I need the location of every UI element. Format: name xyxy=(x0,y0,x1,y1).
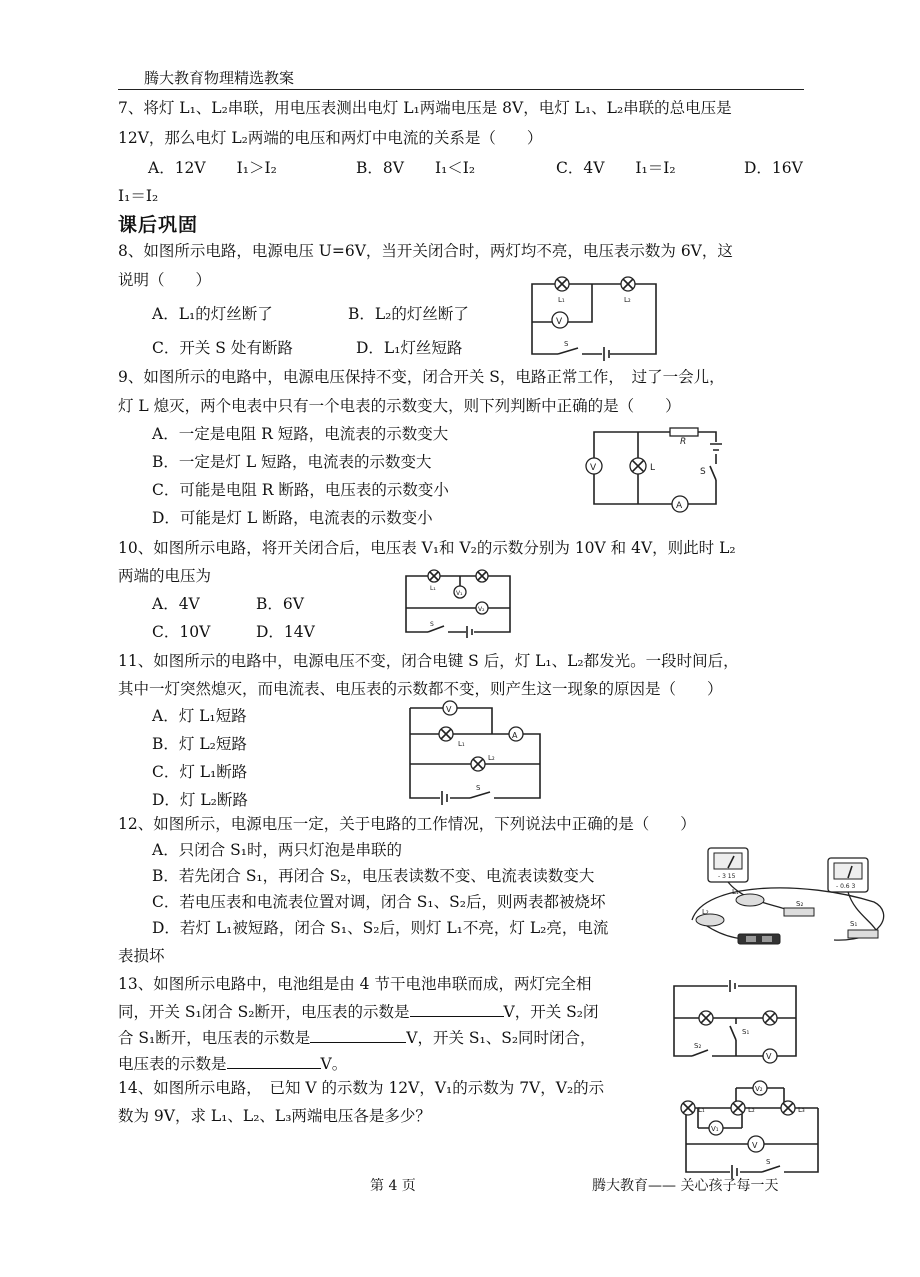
q12-lamp-l1-icon xyxy=(736,894,764,906)
q8-label-l1: L₁ xyxy=(558,296,565,304)
q12-switch-s2-icon xyxy=(784,908,814,916)
q12-label-s2: S₂ xyxy=(796,900,804,908)
q11-option-b: B．灯 L₂短路 xyxy=(152,735,247,753)
q9-circuit-diagram xyxy=(588,424,722,510)
q13-line3-text: 合 S₁断开，电压表的示数是 xyxy=(118,1029,311,1047)
q11-line2: 其中一灯突然熄灭，而电流表、电压表的示数都不变，则产生这一现象的原因是（ ） xyxy=(118,680,723,698)
q11-label-v: V xyxy=(446,705,452,714)
q13-line2-text: 同，开关 S₁闭合 S₂断开，电压表的示数是 xyxy=(118,1003,410,1021)
q14-label-s: S xyxy=(766,1158,771,1166)
q8-option-b: B．L₂的灯丝断了 xyxy=(348,305,469,323)
q9-option-c: C．可能是电阻 R 断路，电压表的示数变小 xyxy=(152,481,449,499)
q7-option-d: D．16V xyxy=(744,159,803,177)
q10-option-a: A．4V xyxy=(152,595,200,613)
q8-label-v: V xyxy=(556,317,563,327)
q9-line2: 灯 L 熄灭，两个电表中只有一个电表的示数变大，则下列判断中正确的是（ ） xyxy=(118,397,681,415)
q13-blank-2[interactable] xyxy=(310,1026,406,1043)
q13-label-s2: S₂ xyxy=(694,1042,702,1050)
q10-option-d: D．14V xyxy=(256,623,315,641)
q12-line1: 12、如图所示，电源电压一定，关于电路的工作情况，下列说法中正确的是（ ） xyxy=(118,815,696,833)
q11-option-c: C．灯 L₁断路 xyxy=(152,763,248,781)
q13-label-s1: S₁ xyxy=(742,1028,750,1036)
q7-line2: 12V，那么电灯 L₂两端的电压和两灯中电流的关系是（ ） xyxy=(118,129,543,147)
q14-label-l2: L₂ xyxy=(748,1106,755,1114)
q9-label-a: A xyxy=(676,501,683,511)
footer-page-number: 第 4 页 xyxy=(370,1178,416,1194)
q8-line1: 8、如图所示电路，电源电压 U=6V，当开关闭合时，两灯均不亮，电压表示数为 6V，这 xyxy=(118,242,733,260)
q12-label-l1: L₁ xyxy=(732,888,739,896)
q13-line4-text: 电压表的示数是 xyxy=(118,1055,227,1073)
q9-resistor-icon xyxy=(670,428,698,436)
q9-label-l: L xyxy=(650,463,656,473)
q12-label-s1: S₁ xyxy=(850,920,858,928)
q11-label-l1: L₁ xyxy=(458,740,465,748)
q13-blank-3[interactable] xyxy=(227,1052,321,1069)
q13-label-v: V xyxy=(766,1052,772,1061)
q11-label-l2: L₂ xyxy=(488,754,495,762)
q13-line4 xyxy=(118,1052,347,1074)
q12-option-d-cont: 表损坏 xyxy=(118,947,165,965)
q9-option-a: A．一定是电阻 R 短路，电流表的示数变大 xyxy=(152,425,449,443)
q10-label-v2: V₂ xyxy=(478,606,485,613)
q14-circuit-diagram xyxy=(680,1082,824,1178)
q8-label-s: S xyxy=(564,340,569,348)
q12-switch-s1-icon xyxy=(848,930,878,938)
q7-option-c: C．4V I₁＝I₂ xyxy=(556,159,676,177)
svg-text:- 0.6 3: - 0.6 3 xyxy=(836,883,856,890)
q13-blank-1[interactable] xyxy=(410,1000,504,1017)
q13-circuit-diagram xyxy=(668,980,802,1062)
q13-line1: 13、如图所示电路中，电池组是由 4 节干电池串联而成，两灯完全相 xyxy=(118,975,592,993)
q7-option-b: B．8V I₁＜I₂ xyxy=(356,159,476,177)
q10-line2: 两端的电压为 xyxy=(118,567,212,585)
q13-line2 xyxy=(118,1000,598,1022)
q10-label-v1: V₁ xyxy=(456,590,463,597)
q12-option-c: C．若电压表和电流表位置对调，闭合 S₁、S₂后，则两表都被烧坏 xyxy=(152,893,606,911)
q14-line2: 数为 9V，求 L₁、L₂、L₃两端电压各是多少？ xyxy=(118,1107,431,1125)
q7-line1: 7、将灯 L₁、L₂串联，用电压表测出电灯 L₁两端电压是 8V，电灯 L₁、L₂串联的总电压是 xyxy=(118,99,732,117)
q8-option-a: A．L₁的灯丝断了 xyxy=(152,305,273,323)
q11-label-s: S xyxy=(476,784,481,792)
q10-option-c: C．10V xyxy=(152,623,211,641)
q8-option-c: C．开关 S 处有断路 xyxy=(152,339,293,357)
q11-circuit-diagram xyxy=(406,698,544,802)
q9-label-s: S xyxy=(700,467,706,477)
q8-line2: 说明（ ） xyxy=(118,271,212,289)
q12-apparatus-diagram xyxy=(684,842,896,954)
q12-lamp-l2-icon xyxy=(696,914,724,926)
q8-circuit-diagram xyxy=(528,274,662,358)
q7-option-d-cont: I₁＝I₂ xyxy=(118,187,159,205)
q14-label-v: V xyxy=(752,1141,758,1150)
q11-option-a: A．灯 L₁短路 xyxy=(152,707,247,725)
header-title: 腾大教育物理精选教案 xyxy=(144,69,295,87)
q8-option-d: D．L₁灯丝短路 xyxy=(356,339,463,357)
q7-option-a: A．12V I₁＞I₂ xyxy=(148,159,277,177)
q13-line3-end: V，开关 S₁、S₂同时闭合， xyxy=(406,1029,596,1047)
q10-circuit-diagram xyxy=(404,568,516,638)
q14-label-l3: L₃ xyxy=(798,1106,805,1114)
q10-label-s: S xyxy=(430,621,434,628)
q9-label-v: V xyxy=(590,463,597,473)
svg-text:- 3 15: - 3 15 xyxy=(718,873,736,880)
q11-label-a: A xyxy=(512,731,518,740)
q12-battery-box-icon xyxy=(738,934,780,944)
q8-label-l2: L₂ xyxy=(624,296,631,304)
footer-brand: 腾大教育—— 关心孩子每一天 xyxy=(592,1178,779,1194)
q12-option-b: B．若先闭合 S₁，再闭合 S₂，电压表读数不变、电流表读数变大 xyxy=(152,867,595,885)
q14-label-l1: L₁ xyxy=(698,1106,705,1114)
q11-line1: 11、如图所示的电路中，电源电压不变，闭合电键 S 后，灯 L₁、L₂都发光。一段时间后， xyxy=(118,652,739,670)
q13-line4-end: V。 xyxy=(320,1055,348,1073)
q10-label-l1: L₁ xyxy=(430,585,436,592)
q14-line1: 14、如图所示电路， 已知 V 的示数为 12V，V₁的示数为 7V，V₂的示 xyxy=(118,1079,605,1097)
q13-line3 xyxy=(118,1026,596,1048)
q13-line2-end: V，开关 S₂闭 xyxy=(503,1003,599,1021)
q12-label-l2: L₂ xyxy=(702,908,709,916)
q14-label-v2: V₂ xyxy=(755,1085,763,1093)
q9-line1: 9、如图所示的电路中，电源电压保持不变，闭合开关 S，电路正常工作， 过了一会儿， xyxy=(118,368,725,386)
q11-option-d: D．灯 L₂断路 xyxy=(152,791,248,809)
q10-option-b: B．6V xyxy=(256,595,304,613)
q10-line1: 10、如图所示电路，将开关闭合后，电压表 V₁和 V₂的示数分别为 10V 和 4V，则此时 L₂ xyxy=(118,539,736,557)
q12-option-a: A．只闭合 S₁时，两只灯泡是串联的 xyxy=(152,841,402,859)
q14-label-v1: V₁ xyxy=(711,1125,719,1133)
q12-option-d: D．若灯 L₁被短路，闭合 S₁、S₂后，则灯 L₁不亮，灯 L₂亮，电流 xyxy=(152,919,609,937)
header-rule xyxy=(118,89,804,90)
q9-option-b: B．一定是灯 L 短路，电流表的示数变大 xyxy=(152,453,432,471)
q9-option-d: D．可能是灯 L 断路，电流表的示数变小 xyxy=(152,509,433,527)
q9-label-r: R xyxy=(680,437,687,447)
section-title: 课后巩固 xyxy=(118,214,199,236)
